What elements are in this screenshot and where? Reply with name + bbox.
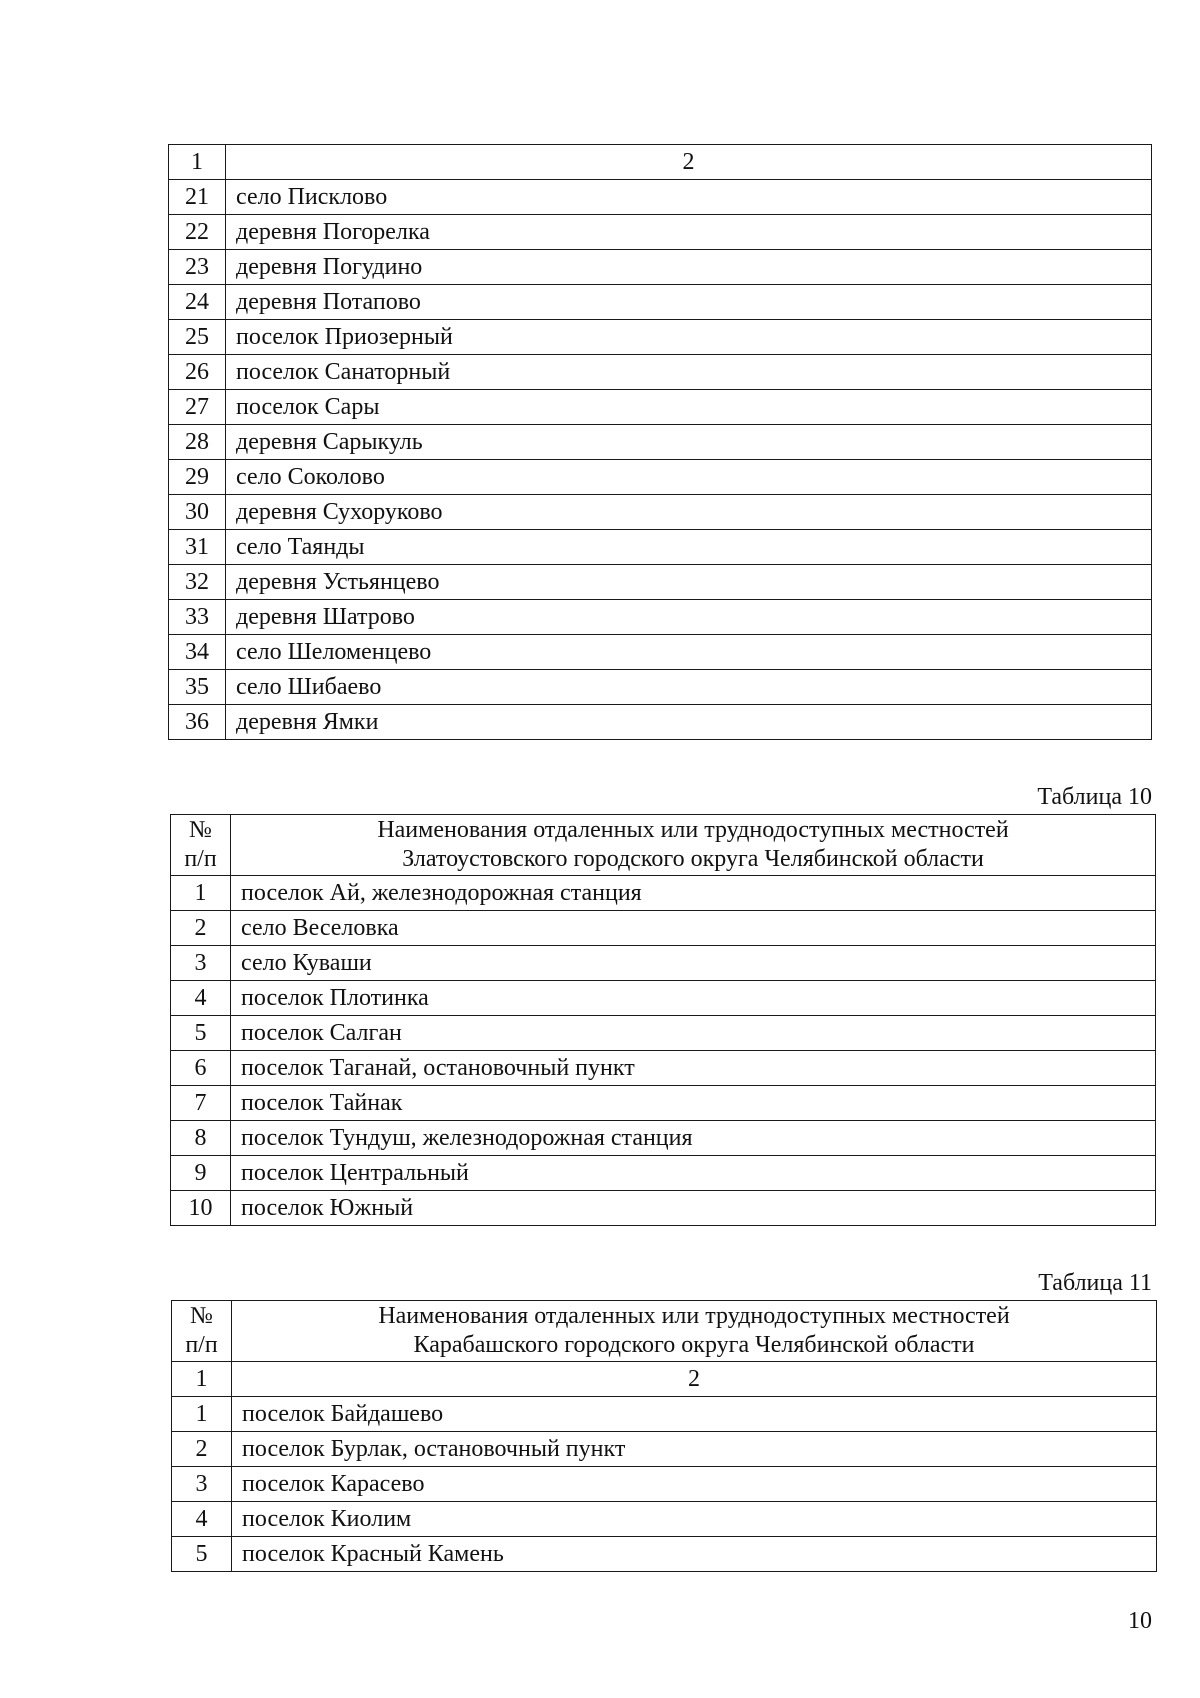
- row-number-cell: 30: [169, 495, 226, 530]
- row-number-cell: 9: [171, 1156, 231, 1191]
- row-number-cell: 31: [169, 530, 226, 565]
- header-name-cell: [232, 1301, 1157, 1362]
- table-continued-body: [169, 145, 1152, 740]
- table-11-caption: Таблица 11: [1038, 1270, 1152, 1296]
- table-11: [171, 1300, 1157, 1572]
- table-row: [169, 425, 1152, 460]
- header-number-line: п/п: [184, 846, 217, 872]
- header-name-line: Наименования отдаленных или труднодоступных местностей: [378, 1303, 1010, 1329]
- locality-name-cell: деревня Потапово: [226, 285, 1152, 320]
- locality-name-cell: деревня Погудино: [226, 250, 1152, 285]
- table-row: [171, 981, 1156, 1016]
- locality-name-cell: поселок Приозерный: [226, 320, 1152, 355]
- row-number-cell: 22: [169, 215, 226, 250]
- locality-name-cell: деревня Ямки: [226, 705, 1152, 740]
- locality-name-cell: деревня Погорелка: [226, 215, 1152, 250]
- row-number-cell: 34: [169, 635, 226, 670]
- table-row: [169, 495, 1152, 530]
- row-number-cell: 35: [169, 670, 226, 705]
- row-number-cell: 4: [172, 1502, 232, 1537]
- table-row: [172, 1467, 1157, 1502]
- table-row: [171, 1086, 1156, 1121]
- locality-name-cell: поселок Байдашево: [232, 1397, 1157, 1432]
- row-number-cell: 26: [169, 355, 226, 390]
- row-number-cell: 3: [172, 1467, 232, 1502]
- locality-name-cell: село Таянды: [226, 530, 1152, 565]
- table-row: [169, 215, 1152, 250]
- locality-name-cell: поселок Ай, железнодорожная станция: [231, 876, 1156, 911]
- locality-name-cell: село Соколово: [226, 460, 1152, 495]
- locality-name-cell: поселок Санаторный: [226, 355, 1152, 390]
- row-number-cell: 4: [171, 981, 231, 1016]
- table-row: [171, 1156, 1156, 1191]
- locality-name-cell: деревня Устьянцево: [226, 565, 1152, 600]
- row-number-cell: 10: [171, 1191, 231, 1226]
- table-row: [169, 320, 1152, 355]
- table-row: [171, 1016, 1156, 1051]
- header-number-cell: [171, 815, 231, 876]
- row-number-cell: 8: [171, 1121, 231, 1156]
- locality-name-cell: поселок Салган: [231, 1016, 1156, 1051]
- row-number-cell: 28: [169, 425, 226, 460]
- locality-name-cell: поселок Тундуш, железнодорожная станция: [231, 1121, 1156, 1156]
- table-10-body: [171, 815, 1156, 1226]
- locality-name-cell: поселок Сары: [226, 390, 1152, 425]
- locality-name-cell: деревня Шатрово: [226, 600, 1152, 635]
- table-row: [169, 530, 1152, 565]
- column-number-cell: 1: [169, 145, 226, 180]
- table-row: [169, 565, 1152, 600]
- table-row: [172, 1397, 1157, 1432]
- locality-name-cell: поселок Плотинка: [231, 981, 1156, 1016]
- header-number-line: п/п: [185, 1332, 218, 1358]
- locality-name-cell: село Писклово: [226, 180, 1152, 215]
- row-number-cell: 33: [169, 600, 226, 635]
- table-10: [170, 814, 1156, 1226]
- header-name-line: Златоустовского городского округа Челябинской области: [402, 846, 984, 872]
- table-11-body: [172, 1301, 1157, 1572]
- table-row: [169, 355, 1152, 390]
- row-number-cell: 32: [169, 565, 226, 600]
- table-continued: [168, 144, 1152, 740]
- row-number-cell: 36: [169, 705, 226, 740]
- row-number-cell: 1: [172, 1397, 232, 1432]
- locality-name-cell: поселок Центральный: [231, 1156, 1156, 1191]
- row-number-cell: 6: [171, 1051, 231, 1086]
- table-10-caption: Таблица 10: [1037, 784, 1152, 810]
- page-number: 10: [1128, 1608, 1152, 1634]
- table-row: [169, 390, 1152, 425]
- table-row: [169, 600, 1152, 635]
- table-header-row: [171, 815, 1156, 876]
- table-row: [171, 1051, 1156, 1086]
- row-number-cell: 2: [172, 1432, 232, 1467]
- locality-name-cell: поселок Таганай, остановочный пункт: [231, 1051, 1156, 1086]
- table-row: [169, 180, 1152, 215]
- table-row: [169, 460, 1152, 495]
- table-row: [171, 1121, 1156, 1156]
- row-number-cell: 24: [169, 285, 226, 320]
- column-number-cell: 2: [226, 145, 1152, 180]
- table-row: [172, 1537, 1157, 1572]
- header-name-line: Наименования отдаленных или труднодоступных местностей: [377, 817, 1009, 843]
- row-number-cell: 5: [172, 1537, 232, 1572]
- table-row: [171, 1191, 1156, 1226]
- table-column-numbers-row: [169, 145, 1152, 180]
- locality-name-cell: село Куваши: [231, 946, 1156, 981]
- row-number-cell: 1: [171, 876, 231, 911]
- table-row: [169, 670, 1152, 705]
- table-row: [171, 876, 1156, 911]
- locality-name-cell: поселок Киолим: [232, 1502, 1157, 1537]
- table-row: [169, 285, 1152, 320]
- column-number-cell: 2: [232, 1362, 1157, 1397]
- row-number-cell: 5: [171, 1016, 231, 1051]
- table-row: [169, 250, 1152, 285]
- table-row: [171, 946, 1156, 981]
- locality-name-cell: деревня Сухоруково: [226, 495, 1152, 530]
- table-row: [169, 635, 1152, 670]
- row-number-cell: 27: [169, 390, 226, 425]
- header-name-line: Карабашского городского округа Челябинской области: [413, 1332, 975, 1358]
- table-row: [169, 705, 1152, 740]
- table-row: [172, 1432, 1157, 1467]
- row-number-cell: 25: [169, 320, 226, 355]
- row-number-cell: 29: [169, 460, 226, 495]
- locality-name-cell: поселок Красный Камень: [232, 1537, 1157, 1572]
- header-name-cell: [231, 815, 1156, 876]
- table-row: [172, 1502, 1157, 1537]
- row-number-cell: 23: [169, 250, 226, 285]
- locality-name-cell: поселок Южный: [231, 1191, 1156, 1226]
- table-column-numbers-row: [172, 1362, 1157, 1397]
- header-number-cell: [172, 1301, 232, 1362]
- column-number-cell: 1: [172, 1362, 232, 1397]
- table-row: [171, 911, 1156, 946]
- locality-name-cell: деревня Сарыкуль: [226, 425, 1152, 460]
- header-number-line: №: [190, 1303, 213, 1329]
- locality-name-cell: поселок Карасево: [232, 1467, 1157, 1502]
- row-number-cell: 3: [171, 946, 231, 981]
- row-number-cell: 7: [171, 1086, 231, 1121]
- locality-name-cell: поселок Тайнак: [231, 1086, 1156, 1121]
- locality-name-cell: село Веселовка: [231, 911, 1156, 946]
- locality-name-cell: село Шеломенцево: [226, 635, 1152, 670]
- row-number-cell: 21: [169, 180, 226, 215]
- table-header-row: [172, 1301, 1157, 1362]
- locality-name-cell: поселок Бурлак, остановочный пункт: [232, 1432, 1157, 1467]
- row-number-cell: 2: [171, 911, 231, 946]
- header-number-line: №: [189, 817, 212, 843]
- locality-name-cell: село Шибаево: [226, 670, 1152, 705]
